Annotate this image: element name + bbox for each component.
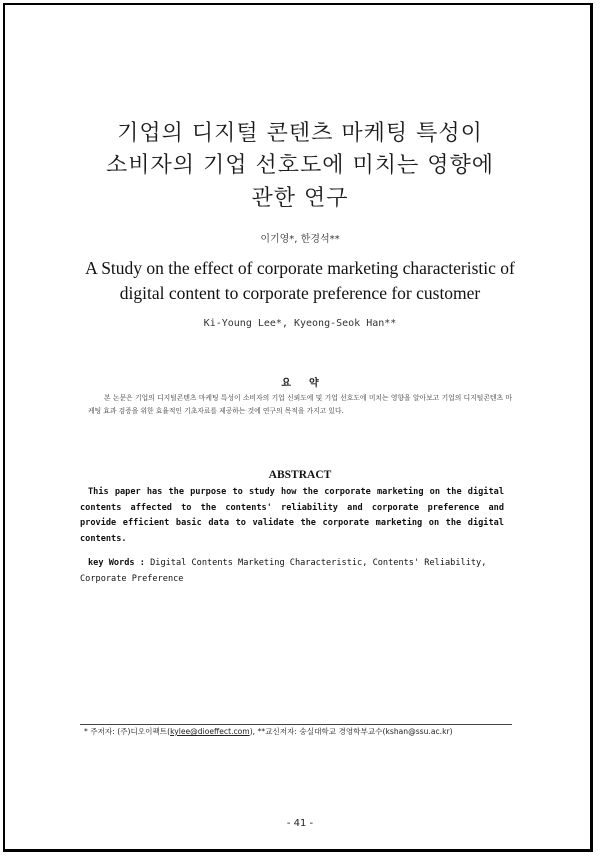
english-authors: Ki-Young Lee*, Kyeong-Seok Han** [203, 318, 397, 329]
english-title-line-2: digital content to corporate preference for customer [119, 283, 481, 303]
korean-title-line-1: 기업의 디지털 콘텐츠 마케팅 특성이 [117, 121, 483, 146]
korean-summary-heading: 요약 [281, 378, 337, 389]
footnote-rest: ), **교신저자: 숭실대학교 경영학부교수(kshan@ssu.ac.kr) [249, 727, 453, 736]
keywords [80, 556, 512, 587]
abstract-heading: ABSTRACT [268, 469, 332, 481]
abstract-body: This paper has the purpose to study how the corporate marketing on the digital contents affected to the contents' reliability and corporate preference and provide efficient basic data to validate the corporate marketing on the digital contents. [80, 487, 504, 544]
footnote-prefix: * 주저자: (주)디오이펙트( [84, 727, 171, 736]
author-footnote [84, 726, 514, 737]
keywords-text: Digital Contents Marketing Characteristic, Contents' Reliability, Corporate Preference [80, 558, 487, 584]
keywords-label: key Words : [88, 558, 151, 568]
author-email-link[interactable]: kylee@dioeffect.com [170, 727, 250, 736]
korean-title-line-3: 관한 연구 [251, 186, 349, 211]
korean-title-line-2: 소비자의 기업 선호도에 미치는 영향에 [105, 153, 494, 178]
korean-summary-body: 본 논문은 기업의 디지털콘텐츠 마케팅 특성이 소비자의 기업 신뢰도에 및 기업 선호도에 미치는 영향을 알아보고 기업의 디지털콘텐츠 마케팅 효과 검증을 위한 효율적인 기초자료를 제공하는 것에 연구의 목적을 가지고 있다. [88, 394, 512, 415]
english-title-line-1: A Study on the effect of corporate marketing characteristic of [85, 258, 515, 278]
page-number: - 41 - [286, 818, 314, 829]
footnote-divider [80, 724, 512, 725]
korean-authors: 이기영*, 한경석** [260, 234, 340, 245]
